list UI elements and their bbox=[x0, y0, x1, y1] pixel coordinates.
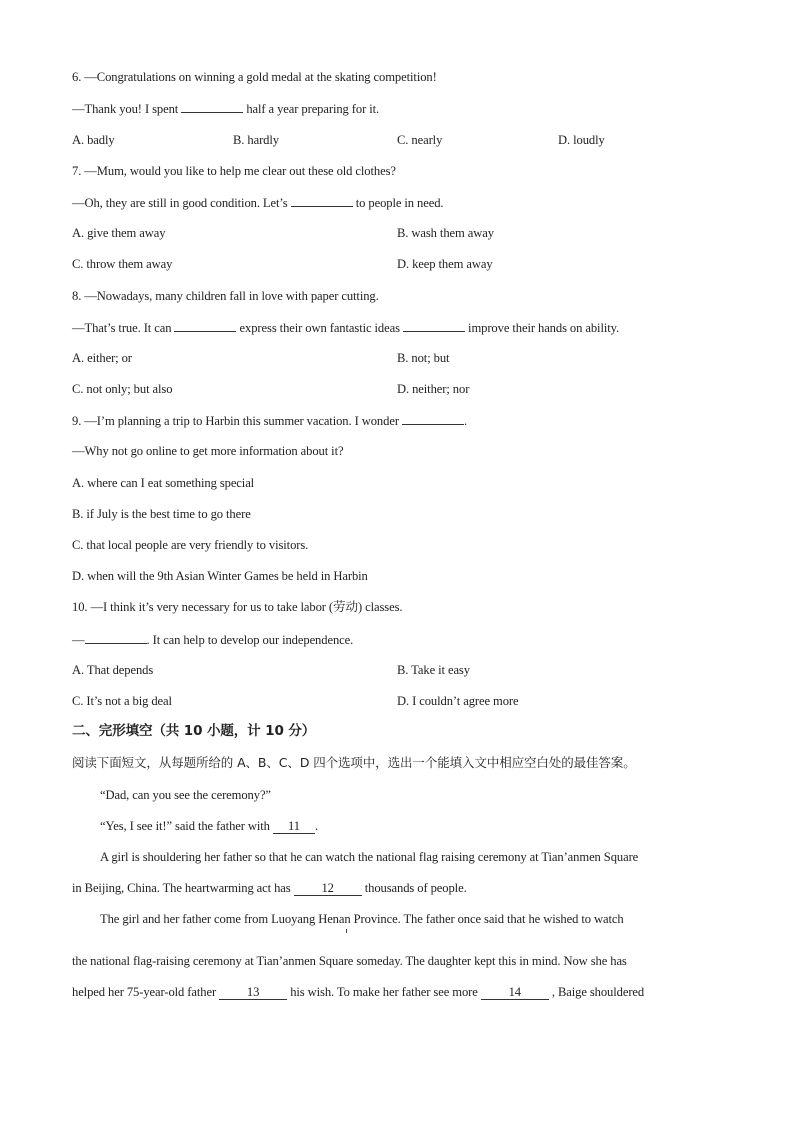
question-9-stem-start: 9. —I’m planning a trip to Harbin this summer vacation. I wonder bbox=[72, 414, 399, 428]
passage-text: . bbox=[314, 819, 319, 833]
stray-mark bbox=[346, 929, 347, 933]
answer-blank bbox=[181, 100, 243, 113]
q7-option-d: D. keep them away bbox=[397, 257, 493, 271]
q6-option-c: C. nearly bbox=[397, 133, 443, 147]
section-instruction: 阅读下面短文，从每题所给的 A、B、C、D 四个选项中，选出一个能填入文中相应空白处的最佳答案。 bbox=[72, 755, 636, 770]
question-7-reply-start: —Oh, they are still in good condition. Let’s bbox=[72, 196, 288, 210]
question-8-reply-end: improve their hands on ability. bbox=[468, 321, 620, 335]
q9-option-a: A. where can I eat something special bbox=[72, 476, 255, 490]
cloze-blank-12: 12 bbox=[294, 882, 362, 896]
q6-option-b: B. hardly bbox=[233, 133, 279, 147]
question-8-reply-middle: express their own fantastic ideas bbox=[239, 321, 400, 335]
section-heading: 二、完形填空（共 10 小题，计 10 分） bbox=[72, 723, 316, 739]
passage-text: his wish. To make her father see more bbox=[290, 985, 478, 999]
passage-line: A girl is shouldering her father so that he can watch the national flag raising ceremony at Tian’anmen Square bbox=[100, 850, 639, 864]
question-7-stem: 7. —Mum, would you like to help me clear out these old clothes? bbox=[72, 164, 396, 178]
passage-text: helped her 75-year-old father bbox=[72, 985, 217, 999]
passage-line: the national flag-raising ceremony at Tian’anmen Square someday. The daughter kept this in mind. Now she has bbox=[72, 954, 627, 968]
question-6-reply bbox=[72, 100, 379, 117]
question-8-reply bbox=[72, 319, 619, 336]
answer-blank bbox=[403, 319, 465, 332]
passage-line bbox=[72, 880, 467, 896]
question-9-stem bbox=[72, 412, 467, 429]
question-10-stem: 10. —I think it’s very necessary for us to take labor (劳动) classes. bbox=[72, 600, 403, 614]
q10-option-a: A. That depends bbox=[72, 663, 154, 677]
cloze-blank-11: 11 bbox=[273, 820, 315, 834]
q8-option-c: C. not only; but also bbox=[72, 382, 173, 396]
question-9-stem-end: . bbox=[463, 414, 468, 428]
q8-option-b: B. not; but bbox=[397, 351, 450, 365]
passage-line: The girl and her father come from Luoyang Henan Province. The father once said that he wished to watch bbox=[100, 912, 624, 926]
passage-text: , Baige shouldered bbox=[551, 985, 645, 999]
question-8-stem: 8. —Nowadays, many children fall in love with paper cutting. bbox=[72, 289, 379, 303]
question-6-reply-start: —Thank you! I spent bbox=[72, 102, 179, 116]
answer-blank bbox=[85, 631, 147, 644]
passage-text: in Beijing, China. The heartwarming act has bbox=[72, 881, 291, 895]
question-7-reply bbox=[72, 194, 443, 211]
question-6-stem: 6. —Congratulations on winning a gold medal at the skating competition! bbox=[72, 70, 437, 84]
q7-option-c: C. throw them away bbox=[72, 257, 173, 271]
question-6-reply-end: half a year preparing for it. bbox=[246, 102, 380, 116]
passage-line bbox=[100, 818, 318, 834]
q10-option-d: D. I couldn’t agree more bbox=[397, 694, 519, 708]
q6-option-d: D. loudly bbox=[558, 133, 605, 147]
question-10-reply-end: . It can help to develop our independence. bbox=[146, 633, 354, 647]
q8-option-a: A. either; or bbox=[72, 351, 132, 365]
q7-option-a: A. give them away bbox=[72, 226, 166, 240]
q10-option-c: C. It’s not a big deal bbox=[72, 694, 172, 708]
question-7-reply-end: to people in need. bbox=[355, 196, 444, 210]
question-10-reply bbox=[72, 631, 353, 648]
cloze-blank-13: 13 bbox=[219, 986, 287, 1000]
passage-text: thousands of people. bbox=[364, 881, 467, 895]
q6-option-a: A. badly bbox=[72, 133, 115, 147]
question-10-reply-start: — bbox=[72, 633, 85, 647]
q9-option-b: B. if July is the best time to go there bbox=[72, 507, 251, 521]
passage-line: “Dad, can you see the ceremony?” bbox=[100, 788, 271, 802]
cloze-blank-14: 14 bbox=[481, 986, 549, 1000]
q9-option-d: D. when will the 9th Asian Winter Games be held in Harbin bbox=[72, 569, 368, 583]
passage-text: “Yes, I see it!” said the father with bbox=[100, 819, 270, 833]
question-9-reply: —Why not go online to get more information about it? bbox=[72, 444, 344, 458]
question-8-reply-start: —That’s true. It can bbox=[72, 321, 172, 335]
q7-option-b: B. wash them away bbox=[397, 226, 494, 240]
q9-option-c: C. that local people are very friendly to visitors. bbox=[72, 538, 309, 552]
q10-option-b: B. Take it easy bbox=[397, 663, 470, 677]
answer-blank bbox=[174, 319, 236, 332]
answer-blank bbox=[291, 194, 353, 207]
passage-line bbox=[72, 984, 644, 1000]
q8-option-d: D. neither; nor bbox=[397, 382, 470, 396]
answer-blank bbox=[402, 412, 464, 425]
